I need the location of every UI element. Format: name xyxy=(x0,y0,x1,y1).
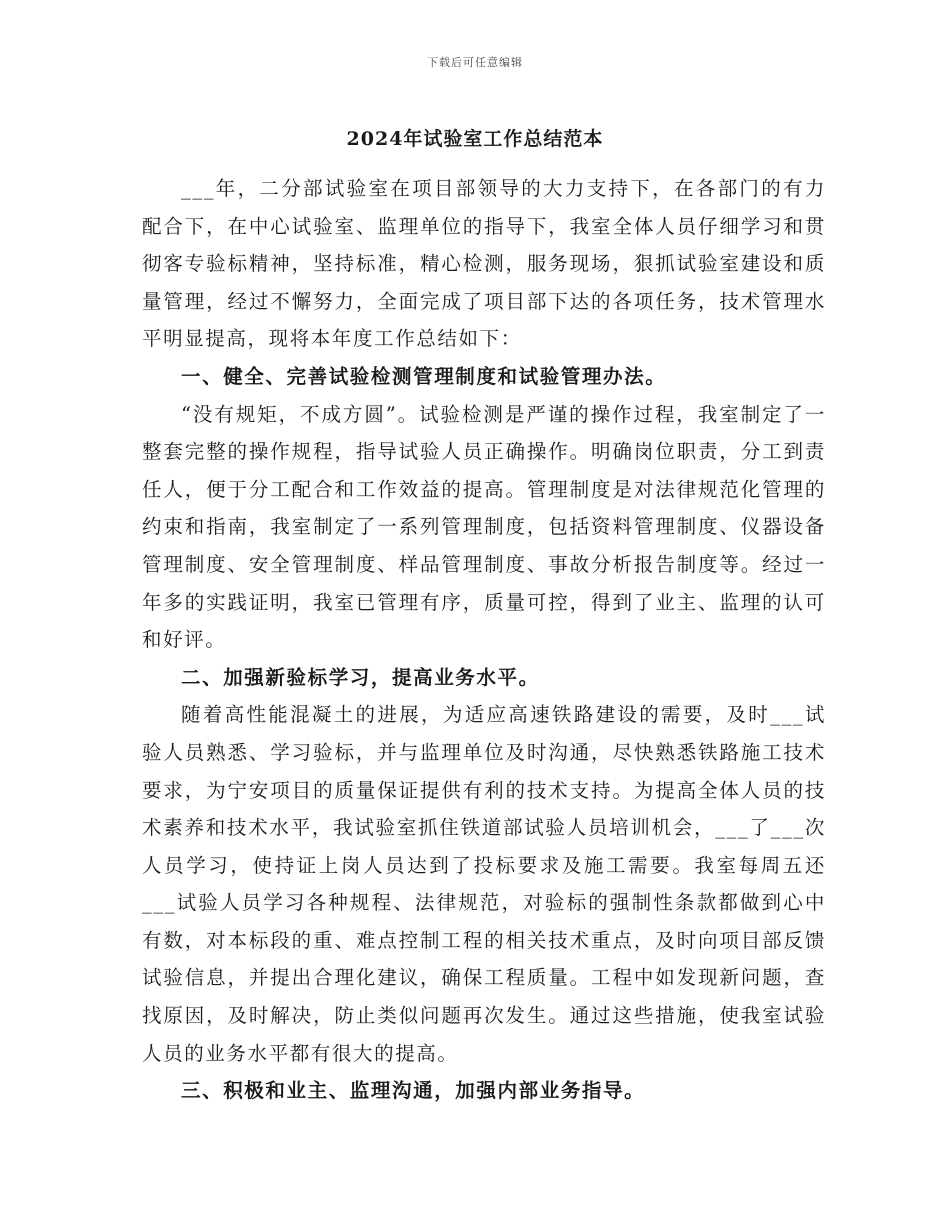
section-heading-3: 三、积极和业主、监理沟通，加强内部业务指导。 xyxy=(181,1079,646,1103)
section-1-paragraph: “没有规矩，不成方圆”。试验检测是严谨的操作过程，我室制定了一整套完整的操作规程，指导试验人员正确操作。明确岗位职责，分工到责任人，便于分工配合和工作效益的提高。管理制度是对法律规范化管理的约束和指南，我室制定了一系列管理制度，包括资料管理制度、仪器设备管理制度、安全管理制度、样品管理制度、事故分析报告制度等。经过一年多的实践证明，我室已管理有序，质量可控，得到了业主、监理的认可和好评。 xyxy=(142,402,826,652)
document-body xyxy=(142,170,826,1110)
document-title: 2024年试验室工作总结范本 xyxy=(346,128,604,150)
section-2-paragraph: 随着高性能混凝土的进展，为适应高速铁路建设的需要，及时___试验人员熟悉、学习验标，并与监理单位及时沟通，尽快熟悉铁路施工技术要求，为宁安项目的质量保证提供有利的技术支持。为提高全体人员的技术素养和技术水平，我试验室抓住铁道部试验人员培训机会，___了___次人员学习，使持证上岗人员达到了投标要求及施工需要。我室每周五还___试验人员学习各种规程、法律规范，对验标的强制性条款都做到心中有数，对本标段的重、难点控制工程的相关技术重点，及时向项目部反馈试验信息，并提出合理化建议，确保工程质量。工程中如发现新问题，查找原因，及时解决，防止类似问题再次发生。通过这些措施，使我室试验人员的业务水平都有很大的提高。 xyxy=(142,703,826,1065)
header-note: 下载后可任意编辑 xyxy=(427,56,523,69)
intro-paragraph: ___年，二分部试验室在项目部领导的大力支持下，在各部门的有力配合下，在中心试验室、监理单位的指导下，我室全体人员仔细学习和贯彻客专验标精神，坚持标准，精心检测，服务现场，狠抓试验室建设和质量管理，经过不懈努力，全面完成了项目部下达的各项任务，技术管理水平明显提高，现将本年度工作总结如下： xyxy=(142,177,826,351)
section-heading-2: 二、加强新验标学习，提高业务水平。 xyxy=(181,665,540,689)
section-heading-1: 一、健全、完善试验检测管理制度和试验管理办法。 xyxy=(181,364,667,388)
